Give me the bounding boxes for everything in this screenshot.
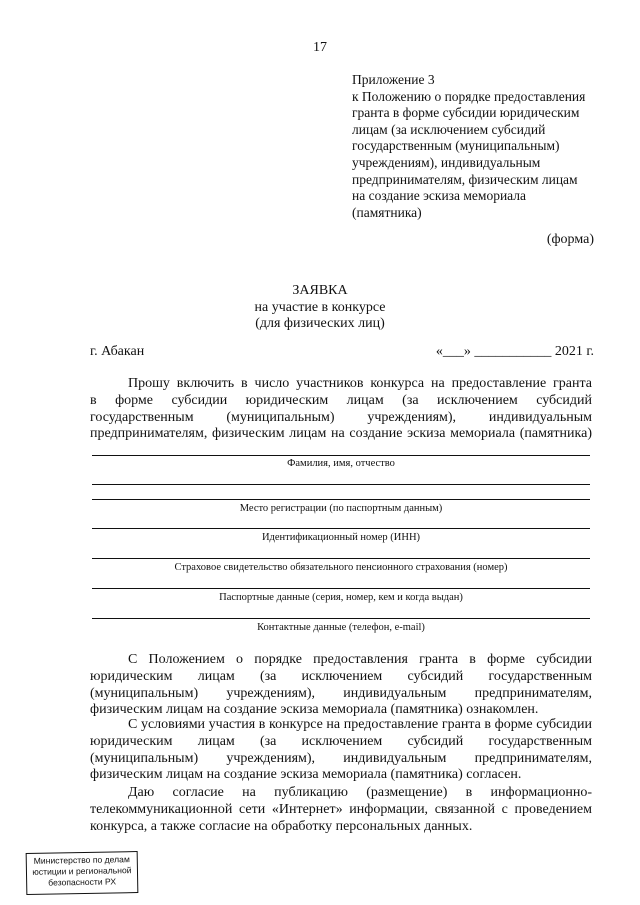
paragraph-line: (муниципальным) учреждениям), индивидуальным предпринимателям, <box>90 685 592 701</box>
consent-paragraph <box>90 785 592 835</box>
stamp-line: безопасности РХ <box>48 876 117 888</box>
paragraph-line: С условиями участия в конкурсе на предоставление гранта в форме субсидии <box>128 717 592 732</box>
conditions-paragraph <box>90 717 592 784</box>
appendix-header <box>352 72 602 221</box>
paragraph-line: С Положением о порядке предоставления гранта в форме субсидии <box>128 652 592 667</box>
paragraph-line: (муниципальным) учреждениям), индивидуальным предпринимателям, <box>90 750 592 766</box>
appendix-line: учреждениям), индивидуальным <box>352 154 541 170</box>
field-line-registration[interactable] <box>92 499 590 500</box>
appendix-line: гранта в форме субсидии юридическим <box>352 105 580 121</box>
paragraph-line: телекоммуникационной сети «Интернет» информации, связанной с проведением <box>90 801 592 817</box>
field-caption: Страховое свидетельство обязательного пенсионного страхования (номер) <box>174 562 508 573</box>
paragraph-line: Даю согласие на публикацию (размещение) в информационно- <box>128 785 592 800</box>
field-caption: Идентификационный номер (ИНН) <box>261 532 421 543</box>
appendix-line: лицам (за исключением субсидий <box>352 121 546 137</box>
field-caption: Контактные данные (телефон, e-mail) <box>257 622 425 633</box>
field-line-contacts[interactable] <box>92 618 590 619</box>
appendix-line: к Положению о порядке предоставления <box>352 88 586 104</box>
form-label: (форма) <box>546 232 594 247</box>
page-number: 17 <box>313 40 327 55</box>
appendix-line: (памятника) <box>352 204 422 220</box>
appendix-line: государственным (муниципальным) <box>352 138 560 154</box>
field-line-inn[interactable] <box>92 528 590 529</box>
document-title <box>0 283 640 333</box>
ministry-stamp <box>26 851 139 895</box>
paragraph-line: конкурса, а также согласие на обработку персональных данных. <box>90 818 473 834</box>
paragraph-line: Прошу включить в число участников конкурса на предоставление гранта <box>128 376 592 391</box>
field-line-registration-extra[interactable] <box>92 484 590 485</box>
field-caption: Паспортные данные (серия, номер, кем и когда выдан) <box>219 592 463 603</box>
acquainted-paragraph <box>90 652 592 719</box>
date-field: «___» ___________ 2021 г. <box>435 344 594 359</box>
title-subtitle: (для физических лиц) <box>255 316 385 331</box>
paragraph-line: физическим лицам на создание эскиза мемориала (памятника) ознакомлен. <box>90 702 539 718</box>
paragraph-line: юридическим лицам (за исключением субсидий государственным <box>90 733 592 749</box>
field-line-name[interactable] <box>92 455 590 456</box>
field-caption: Место регистрации (по паспортным данным) <box>239 503 443 514</box>
paragraph-line: в форме субсидии юридическим лицам (за исключением субсидий <box>90 392 592 408</box>
city: г. Абакан <box>90 344 145 359</box>
appendix-line: Приложение 3 <box>352 72 435 87</box>
paragraph-line: государственным (муниципальным) учреждениям), индивидуальным <box>90 409 592 425</box>
title-subtitle: на участие в конкурсе <box>254 299 386 315</box>
paragraph-line: физическим лицам на создание эскиза мемориала (памятника) согласен. <box>90 767 522 783</box>
request-paragraph <box>90 376 592 443</box>
field-line-passport[interactable] <box>92 588 590 589</box>
field-caption: Фамилия, имя, отчество <box>287 458 395 469</box>
title-main: ЗАЯВКА <box>292 283 348 298</box>
paragraph-line: предпринимателям, физическим лицам на создание эскиза мемориала (памятника) <box>90 426 592 442</box>
appendix-line: на создание эскиза мемориала <box>352 188 527 204</box>
appendix-line: предпринимателям, физическим лицам <box>352 171 578 187</box>
stamp-line: юстиции и региональной <box>32 865 132 877</box>
stamp-line: Министерство по делам <box>33 854 130 866</box>
paragraph-line: юридическим лицам (за исключением субсидий государственным <box>90 668 592 684</box>
field-line-snils[interactable] <box>92 558 590 559</box>
